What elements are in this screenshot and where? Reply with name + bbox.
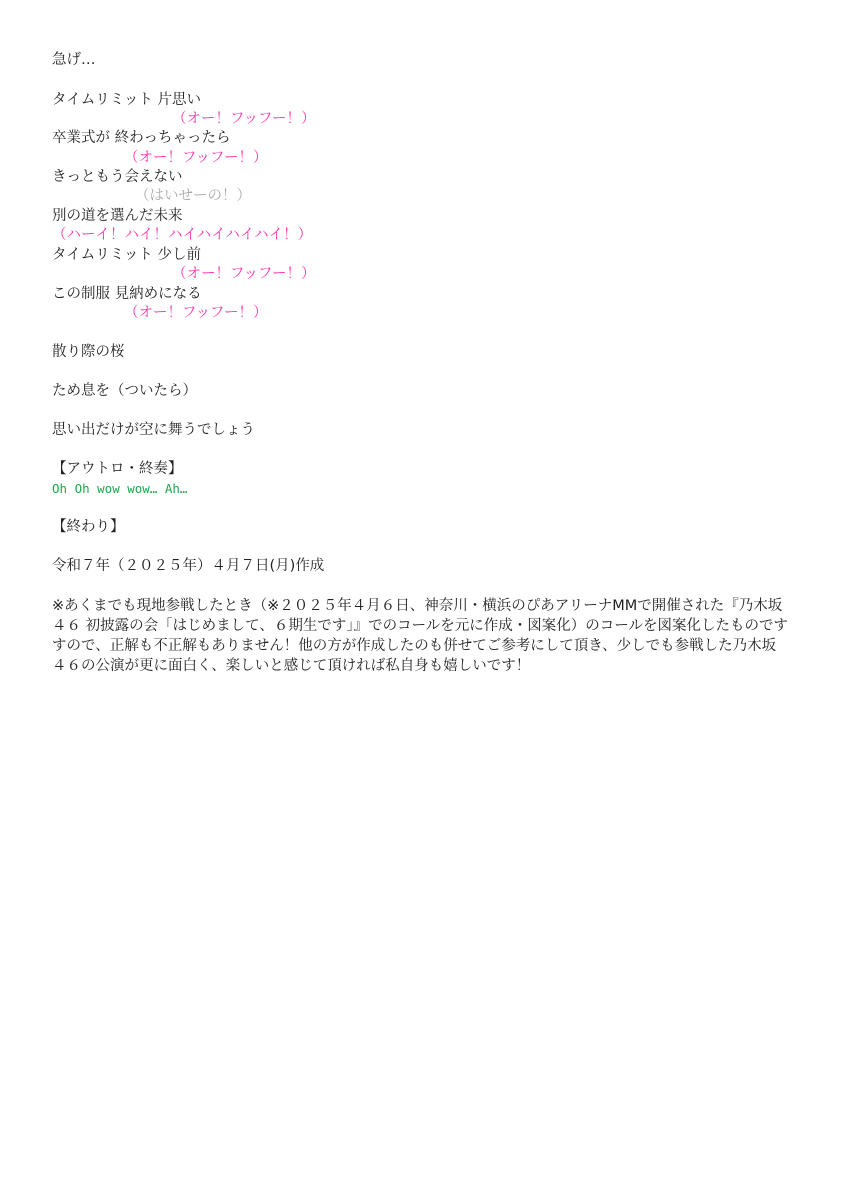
lyric-line: 散り際の桜 <box>52 344 125 360</box>
section-heading: 【アウトロ・終奏】 <box>52 461 183 477</box>
note-line: すので、正解も不正解もありません！他の方が作成したのも併せてご参考にして頂き、少しでも参戦した乃木坂 <box>52 638 777 654</box>
lyric-line: 急げ… <box>52 52 96 68</box>
lyric-line: タイムリミット 少し前 <box>52 247 202 263</box>
lyric-line: この制服 見納めになる <box>52 286 202 302</box>
call-line: （オー！フッフー！） <box>124 150 268 166</box>
creation-date: 令和７年（２０２５年）４月７日(月)作成 <box>52 558 325 574</box>
note-line: ４６の公演が更に面白く、楽しいと感じて頂ければ私自身も嬉しいです！ <box>52 658 531 674</box>
lyric-line: ため息を（ついたら） <box>52 383 197 399</box>
note-line: ※あくまでも現地参戦したとき（※２０２５年４月６日、神奈川・横浜のぴあアリーナMMで開催された『乃木坂 <box>52 598 783 614</box>
call-line: （ハーイ！ハイ！ハイハイハイハイ！） <box>52 227 313 243</box>
lyric-line: 別の道を選んだ未来 <box>52 208 183 224</box>
section-heading: 【終わり】 <box>52 519 125 535</box>
call-line: （はいせーの！） <box>135 188 251 204</box>
lyric-line: 思い出だけが空に舞うでしょう <box>52 422 255 438</box>
call-line: （オー！フッフー！） <box>172 111 316 127</box>
call-line: （オー！フッフー！） <box>172 266 316 282</box>
call-line: Oh Oh wow wow… Ah… <box>52 481 188 496</box>
note-line: ４６ 初披露の会「はじめまして、６期生です」』でのコールを元に作成・図案化）のコールを図案化したものです <box>52 618 788 634</box>
lyric-line: タイムリミット 片思い <box>52 92 202 108</box>
disclaimer-note <box>52 596 802 676</box>
call-line: （オー！フッフー！） <box>124 305 268 321</box>
lyric-line: 卒業式が 終わっちゃったら <box>52 130 231 146</box>
lyric-line: きっともう会えない <box>52 169 183 185</box>
